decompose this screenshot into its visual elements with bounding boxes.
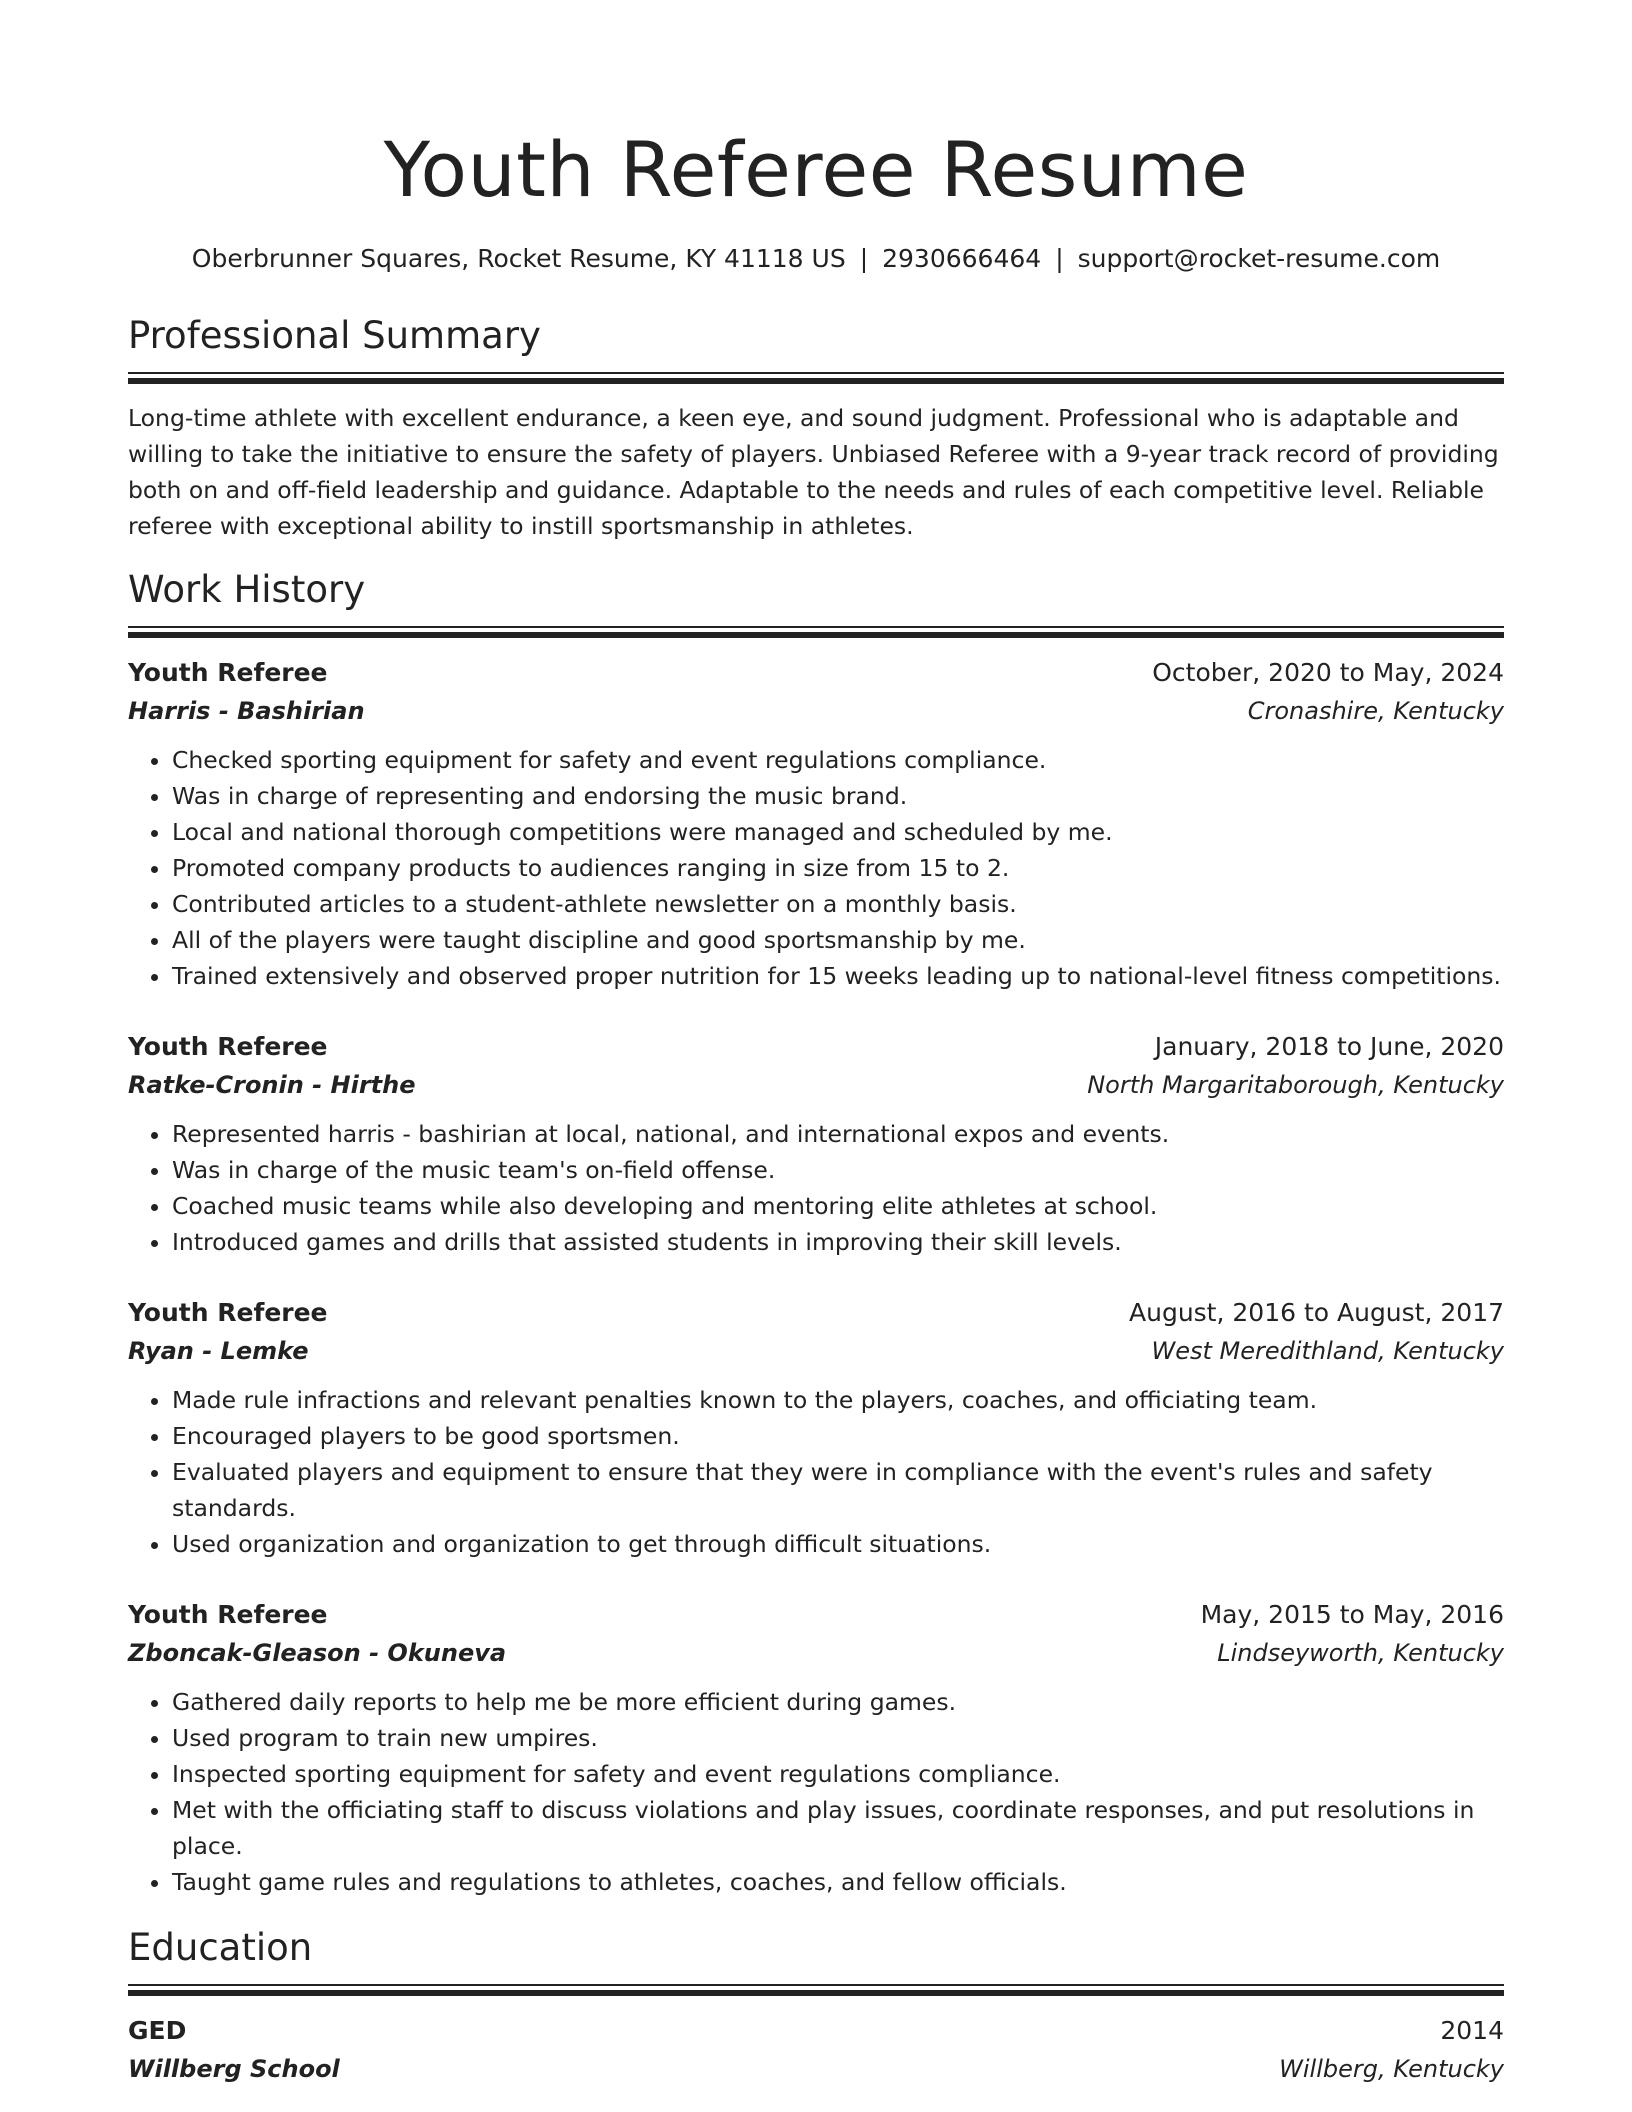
education-degree: GED [128, 2016, 187, 2045]
job-title: Youth Referee [128, 1032, 328, 1061]
list-item: • Local and national thorough competitions were managed and scheduled by me. [172, 814, 1504, 850]
job-entry [128, 1294, 1504, 1562]
job-entry [128, 654, 1504, 994]
education-location: Willberg, Kentucky [1279, 2055, 1504, 2083]
education-year: 2014 [1440, 2016, 1504, 2045]
job-bullets [128, 742, 1504, 994]
contact-phone: 2930666464 [882, 244, 1042, 273]
list-item: • Promoted company products to audiences ranging in size from 15 to 2. [172, 850, 1504, 886]
list-item: • Coached music teams while also developing and mentoring elite athletes at school. [172, 1188, 1504, 1224]
education-school: Willberg School [128, 2055, 340, 2083]
job-location: Cronashire, Kentucky [1247, 697, 1504, 725]
work-history-section [128, 568, 1504, 1900]
list-item: • Was in charge of representing and endorsing the music brand. [172, 778, 1504, 814]
contact-line [128, 242, 1504, 276]
job-location: Lindseyworth, Kentucky [1217, 1639, 1504, 1667]
section-heading-summary: Professional Summary [128, 314, 541, 357]
section-divider [128, 372, 1504, 382]
job-dates: August, 2016 to August, 2017 [1129, 1298, 1504, 1327]
job-location: West Meredithland, Kentucky [1151, 1337, 1504, 1365]
job-company: Ryan - Lemke [128, 1337, 309, 1365]
list-item: • Used program to train new umpires. [172, 1720, 1504, 1756]
list-item: • Contributed articles to a student-athlete newsletter on a monthly basis. [172, 886, 1504, 922]
list-item: • Inspected sporting equipment for safety and event regulations compliance. [172, 1756, 1504, 1792]
list-item: • Made rule infractions and relevant penalties known to the players, coaches, and officiating team. [172, 1382, 1504, 1418]
list-item: • Met with the officiating staff to discuss violations and play issues, coordinate responses, and put resolutions in place. [172, 1792, 1504, 1864]
list-item: • Represented harris - bashirian at local, national, and international expos and events. [172, 1116, 1504, 1152]
education-section [128, 1926, 1504, 2088]
list-item: • Trained extensively and observed proper nutrition for 15 weeks leading up to national-level fitness competitions. [172, 958, 1504, 994]
section-heading-work-history: Work History [128, 568, 366, 611]
list-item: • Evaluated players and equipment to ensure that they were in compliance with the event's rules and safety standards. [172, 1454, 1504, 1526]
job-entry [128, 1028, 1504, 1260]
section-divider [128, 1984, 1504, 1994]
job-location: North Margaritaborough, Kentucky [1087, 1071, 1504, 1099]
job-entry [128, 1596, 1504, 1900]
summary-text: Long-time athlete with excellent endurance, a keen eye, and sound judgment. Professional who is adaptable and willing to take the initiative to ensure the safety of players. Unbiased Referee with a 9-year track record of providing both on and off-field leadership and guidance. Adaptable to the needs and rules of each competitive level. Reliable referee with exceptional ability to instill sportsmanship in athletes. [128, 404, 1499, 540]
job-title: Youth Referee [128, 658, 328, 687]
contact-separator: | [859, 244, 869, 273]
job-dates: October, 2020 to May, 2024 [1152, 658, 1504, 687]
list-item: • Gathered daily reports to help me be more efficient during games. [172, 1684, 1504, 1720]
resume-page [128, 0, 1504, 2088]
job-dates: May, 2015 to May, 2016 [1200, 1600, 1504, 1629]
list-item: • All of the players were taught discipline and good sportsmanship by me. [172, 922, 1504, 958]
job-company: Harris - Bashirian [128, 697, 365, 725]
job-bullets [128, 1116, 1504, 1260]
education-entry [128, 2012, 1504, 2088]
job-title: Youth Referee [128, 1298, 328, 1327]
job-title: Youth Referee [128, 1600, 328, 1629]
section-divider [128, 626, 1504, 636]
resume-title: Youth Referee Resume [383, 125, 1249, 214]
section-heading-education: Education [128, 1926, 313, 1969]
list-item: • Was in charge of the music team's on-field offense. [172, 1152, 1504, 1188]
list-item: • Encouraged players to be good sportsmen. [172, 1418, 1504, 1454]
job-bullets [128, 1382, 1504, 1562]
job-bullets [128, 1684, 1504, 1900]
contact-email[interactable]: support@rocket-resume.com [1077, 244, 1441, 273]
contact-address: Oberbrunner Squares, Rocket Resume, KY 41118 US [191, 244, 846, 273]
job-company: Zboncak-Gleason - Okuneva [128, 1639, 507, 1667]
list-item: • Used organization and organization to get through difficult situations. [172, 1526, 1504, 1562]
job-company: Ratke-Cronin - Hirthe [128, 1071, 416, 1099]
list-item: • Introduced games and drills that assisted students in improving their skill levels. [172, 1224, 1504, 1260]
job-dates: January, 2018 to June, 2020 [1154, 1032, 1504, 1061]
contact-separator: | [1055, 244, 1064, 273]
list-item: • Checked sporting equipment for safety and event regulations compliance. [172, 742, 1504, 778]
list-item: • Taught game rules and regulations to athletes, coaches, and fellow officials. [172, 1864, 1504, 1900]
summary-section [128, 314, 1504, 544]
